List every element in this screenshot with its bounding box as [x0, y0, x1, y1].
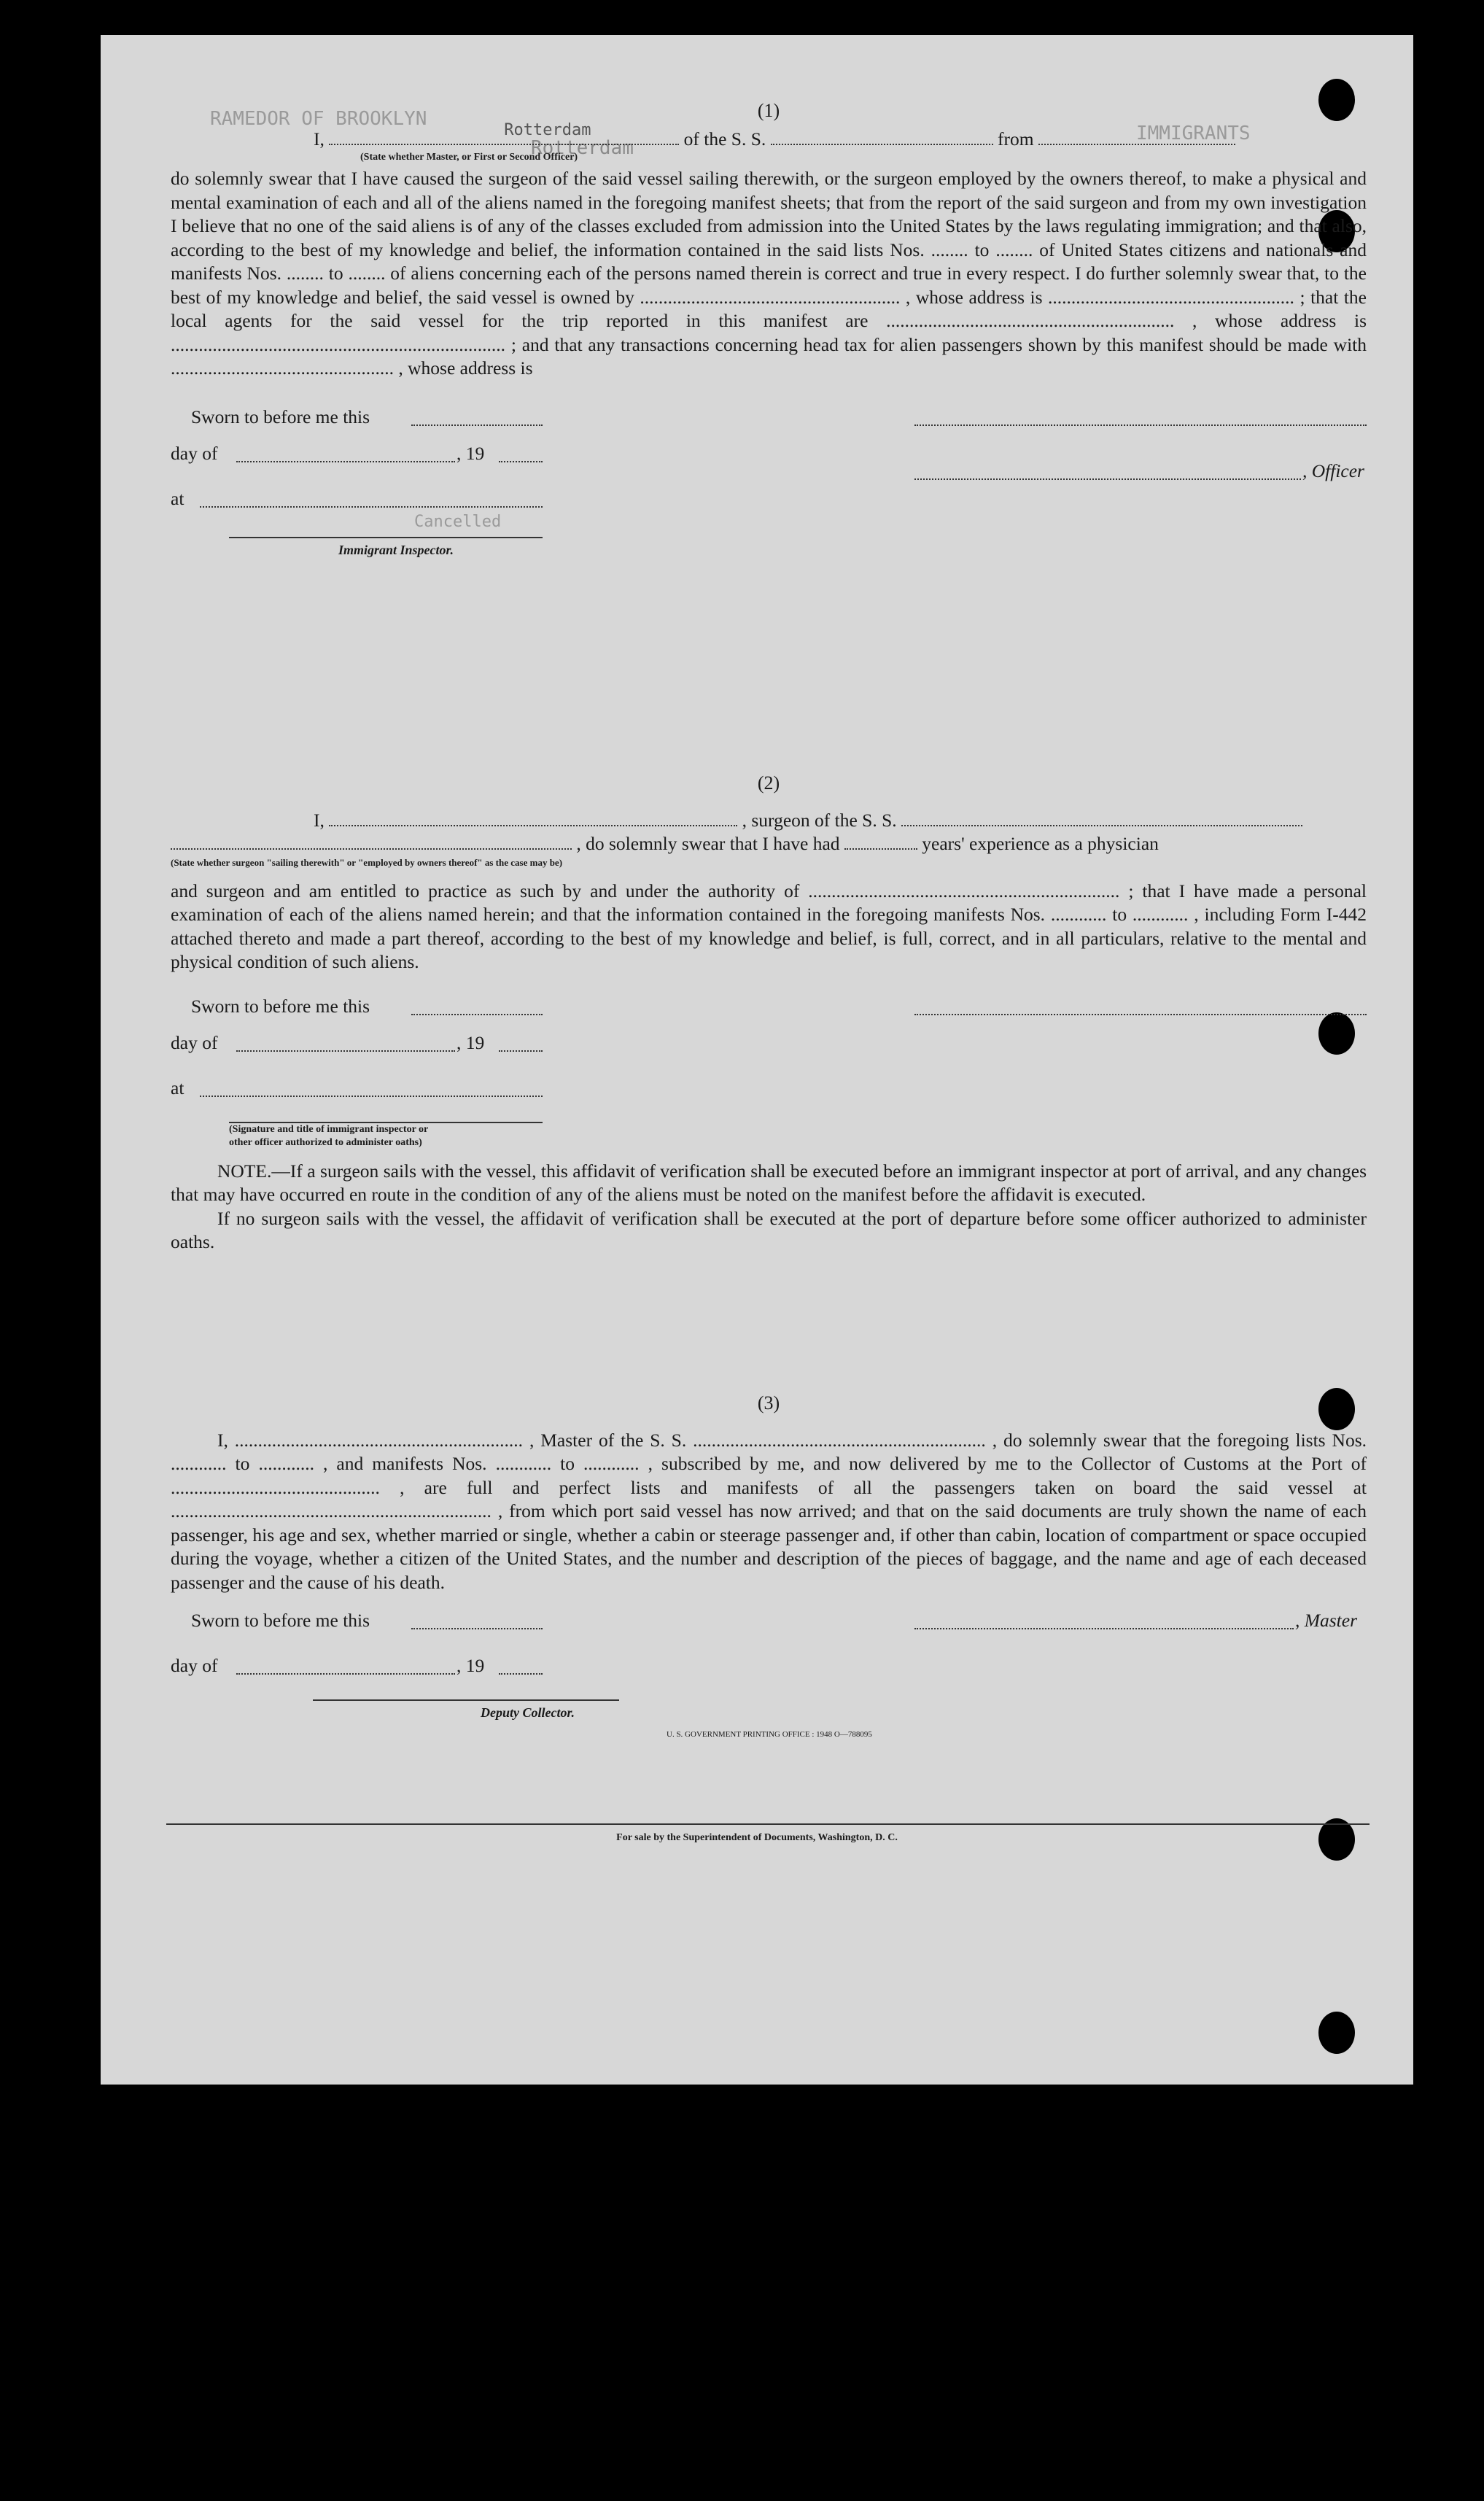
- bleedthrough-heading: RAMEDOR OF BROOKLYN: [210, 108, 427, 130]
- surgeon-line: I, , surgeon of the S. S.: [171, 809, 1367, 833]
- officer-signature-line[interactable]: [914, 410, 1367, 426]
- gpo-imprint: U. S. GOVERNMENT PRINTING OFFICE : 1948 O—788095: [667, 1729, 872, 1739]
- day-row: day of , 19: [171, 1654, 1367, 1699]
- master-paragraph: do solemnly swear that I have caused the surgeon of the said vessel sailing therewith, or the surgeon employed by the owners thereof, to make a physical and mental examination of each and all of the aliens named in the foregoing manifest sheets; that from the report of the said surgeon and from my own investigation I believe that no one of the said aliens is of any of the classes excluded from admission into the United States by the laws regulating immigration; and that also, according to the best of my knowledge and belief, the information contained in the said lists Nos. ........ to ........ of United States citizens and nationals and manifests Nos. ........ to ........ of aliens concerning each of the persons named therein is correct and true in every respect. I do further solemnly swear that, to the best of my knowledge and belief, the said vessel is owned by ........................................................ , whose address is ..................................................... ; that the local agents for the said vessel for the trip reported in this manifest are .............................................................. , whose address is ........................................................................ ; and that any transactions concerning head tax for alien passengers shown by this manifest should be made with ................................................ , whose address is: [171, 168, 1367, 379]
- sworn-date-field[interactable]: [411, 410, 543, 426]
- year-field[interactable]: [499, 446, 543, 462]
- bleedthrough-immigrants: IMMIGRANTS: [1136, 123, 1251, 144]
- day-field[interactable]: [236, 1036, 455, 1052]
- surgeon-paragraph: and surgeon and am entitled to practice as such by and under the authority of ................................................................... ; that I have made a personal examination of each of the aliens named herein; and that the information contained in the foregoing manifests Nos. ............ to ............ , including Form I-442 attached thereto and made a part thereof, according to the best of my knowledge and belief, is full, correct, and in all particulars, relative to the mental and physical condition of such aliens.: [171, 880, 1367, 972]
- bleedthrough-vessel: Rotterdam: [531, 137, 634, 159]
- sworn-row: Sworn to before me this , Master: [171, 1609, 1367, 1654]
- collector-label: Deputy Collector.: [481, 1705, 575, 1720]
- note-paragraph: NOTE.—If a surgeon sails with the vessel, this affidavit of verification shall be executed before an immigrant inspector at port of arrival, and any changes that may have occurred en route in the condition of any of the aliens must be noted on the manifest before the affidavit is executed.: [171, 1160, 1367, 1205]
- surgeon-vessel-field[interactable]: [901, 810, 1302, 826]
- sworn-date-field[interactable]: [411, 999, 543, 1015]
- master-label: , Master: [1295, 1610, 1357, 1631]
- officer-name-field[interactable]: [914, 464, 1301, 480]
- officer-label: , Officer: [1302, 460, 1364, 481]
- surgeon-experience-line: , do solemnly swear that I have had years' experience as a physician: [171, 832, 1367, 856]
- vessel-field[interactable]: [771, 129, 993, 145]
- sworn-row: Sworn to before me this: [171, 397, 1367, 442]
- day-field[interactable]: [236, 446, 455, 462]
- sworn-date-field[interactable]: [411, 1613, 543, 1629]
- master-line: I, Rotterdam of the S. S. from: [171, 128, 1367, 152]
- inspector-label: Immigrant Inspector.: [338, 542, 454, 557]
- at-place-field[interactable]: [200, 492, 543, 508]
- signature-note: other officer authorized to administer oaths): [229, 1136, 422, 1148]
- state-note: (State whether surgeon "sailing therewith" or "employed by owners thereof" as the case may be): [171, 856, 563, 868]
- sworn-row: Sworn to before me this: [171, 986, 1367, 1031]
- year-field[interactable]: [499, 1036, 543, 1052]
- at-row: at: [171, 487, 1367, 532]
- for-sale-footer: For sale by the Superintendent of Documents, Washington, D. C.: [616, 1832, 898, 1843]
- section-number: (2): [757, 772, 780, 794]
- collector-affidavit: [171, 1392, 1367, 1741]
- section-number: (3): [757, 1392, 780, 1414]
- day-row: day of , 19: [171, 1031, 1367, 1077]
- master-affidavit: [171, 99, 1367, 562]
- at-row: at: [171, 1077, 1367, 1122]
- manifest-page: [101, 35, 1413, 2085]
- footer-rule: [166, 1823, 1370, 1825]
- state-note: (State whether Master, or First or Second Officer): [360, 152, 578, 163]
- from-port-field[interactable]: [1038, 129, 1235, 145]
- master-signature-line[interactable]: [914, 1613, 1294, 1629]
- years-field[interactable]: [844, 834, 917, 850]
- handwritten-vessel: Rotterdam: [504, 120, 591, 139]
- surgeon-name-field[interactable]: [329, 810, 737, 826]
- punch-hole: [1318, 2012, 1355, 2054]
- bleedthrough-cancelled: Cancelled: [414, 513, 502, 531]
- day-field[interactable]: [236, 1659, 455, 1675]
- year-field[interactable]: [499, 1659, 543, 1675]
- signature-note: (Signature and title of immigrant inspector or: [229, 1123, 429, 1135]
- note-paragraph: If no surgeon sails with the vessel, the affidavit of verification shall be executed at the port of departure before some officer authorized to administer oaths.: [171, 1207, 1367, 1252]
- at-place-field[interactable]: [200, 1081, 543, 1097]
- collector-paragraph: I, .............................................................. , Master of the S. S. ............................................................... , do solemnly swear that the foregoing lists Nos. ............ to ............ , and manifests Nos. ............ to ............ , subscribed by me, and now delivered by me to the Collector of Customs at the Port of ............................................. , are full and perfect lists and manifests of all the passengers taken on board the said vessel at ..................................................................... , from which port said vessel has now arrived; and that on the said documents are truly shown the name of each passenger, his age and sex, whether married or single, whether a cabin or steerage passenger and, if other than cabin, location of compartment or space occupied during the voyage, whether a citizen of the United States, and the number and description of the pieces of baggage, and the name and age of each deceased passenger and the cause of his death.: [171, 1429, 1367, 1593]
- master-name-field[interactable]: [329, 120, 679, 145]
- day-row: day of , 19 , Officer: [171, 442, 1367, 487]
- surgeon-signature-line[interactable]: [914, 999, 1367, 1015]
- surgeon-affidavit: [171, 772, 1367, 1255]
- surgeon-status-field[interactable]: [171, 834, 572, 850]
- section-number: (1): [757, 100, 780, 121]
